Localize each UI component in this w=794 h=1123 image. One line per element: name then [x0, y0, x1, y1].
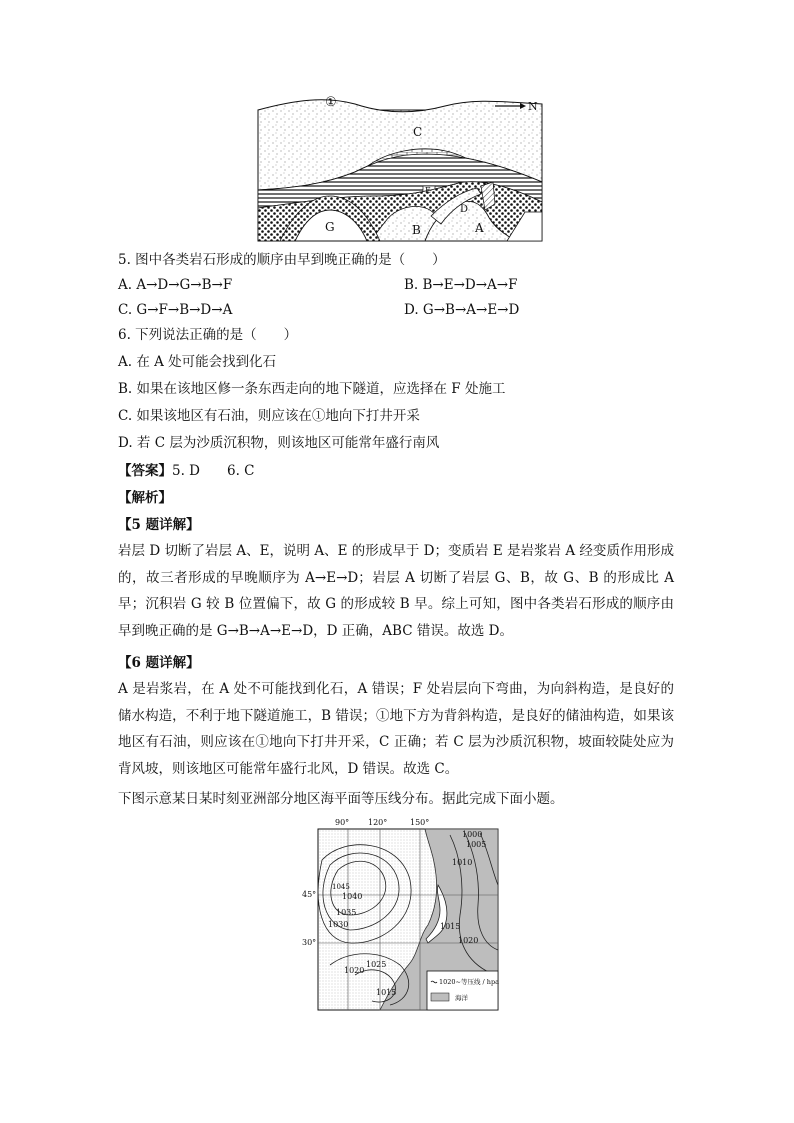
lat-label-45: 45°: [302, 890, 317, 899]
isobar-label: 1005: [466, 840, 487, 849]
label-b: B: [412, 223, 421, 237]
detail-5-text: 岩层 D 切断了岩层 A、E，说明 A、E 的形成早于 D；变质岩 E 是岩浆岩 A 经变质作用形成的，故三者形成的早晚顺序为 A→E→D；岩层 A 切断了岩层 G、B，故 G、B 的形成比 A 早；沉积岩 G 较 B 位置偏下，故 G 的形成较 B 早。综上可知，图中各类岩石形成的顺序由早到晚正确的是 G→B→A→E→D，D 正确，ABC 错误。故选 D。: [118, 543, 674, 639]
label-g: G: [325, 220, 335, 234]
label-d: D: [460, 204, 469, 215]
question-6-option-a: A. 在 A 处可能会找到化石: [118, 354, 277, 370]
answer-line: [118, 462, 255, 480]
isobar-label: 1020: [344, 966, 365, 975]
lat-label-30: 30°: [302, 938, 317, 947]
isobar-label: 1000: [462, 830, 483, 839]
question-6-option-c: C. 如果该地区有石油，则应该在①地向下打井开采: [118, 408, 420, 424]
legend-ocean: 海洋: [455, 994, 468, 1002]
question-5-stem: 5. 图中各类岩石形成的顺序由早到晚正确的是（ ）: [118, 252, 446, 268]
isobar-label: 1035: [336, 908, 357, 917]
isobar-label: 1010: [452, 858, 473, 867]
question-5-option-a: A. A→D→G→B→F: [118, 277, 233, 293]
label-e: E: [425, 186, 431, 195]
figure-2-intro: 下图示意某日某时刻亚洲部分地区海平面等压线分布。据此完成下面小题。: [118, 791, 564, 807]
label-c: C: [413, 125, 423, 139]
label-1: ①: [325, 95, 337, 110]
isobar-label: 1030: [328, 920, 349, 929]
isobar-label: 1045: [332, 883, 350, 891]
isobar-label: 1015: [440, 922, 461, 931]
analysis-label: 【解析】: [118, 490, 172, 506]
isobar-label: 1015: [376, 988, 397, 997]
label-north: N: [528, 100, 538, 113]
isobar-label: 1020: [458, 936, 479, 945]
question-6-option-b: B. 如果在该地区修一条东西走向的地下隧道，应选择在 F 处施工: [118, 381, 506, 397]
detail-6-label: 【6 题详解】: [118, 655, 200, 671]
lon-label-150: 150°: [410, 818, 430, 827]
question-6-option-d: D. 若 C 层为沙质沉积物，则该地区可能常年盛行南风: [118, 435, 440, 451]
isobar-map-figure: [302, 815, 502, 1012]
detail-6-text: A 是岩浆岩，在 A 处不可能找到化石，A 错误；F 处岩层向下弯曲，为向斜构造，是良好的储水构造，不利于地下隧道施工，B 错误；①地下方为背斜构造，是良好的储油构造，如果该地区有石油，则应该在①地向下打井开采，C 正确；若 C 层为沙质沉积物，坡面较陡处应为背风坡，则该地区可能常年盛行北风，D 错误。故选 C。: [118, 681, 674, 777]
isobar-label: 1040: [342, 892, 363, 901]
isobar-label: 1025: [366, 960, 387, 969]
question-5-option-b: B. B→E→D→A→F: [404, 277, 518, 293]
detail-5-label: 【5 题详解】: [118, 517, 200, 533]
label-a: A: [475, 221, 484, 235]
geologic-cross-section-figure: [255, 92, 545, 244]
lon-label-120: 120°: [368, 818, 388, 827]
answer-value: 5. D 6. C: [172, 463, 255, 479]
legend-isobar: 1020~等压线 / hpa: [439, 978, 500, 986]
question-5-option-c: C. G→F→B→D→A: [118, 302, 233, 318]
question-6-stem: 6. 下列说法正确的是（ ）: [118, 327, 298, 343]
answer-label: 【答案】: [118, 463, 172, 479]
question-5-option-d: D. G→B→A→E→D: [404, 302, 520, 318]
lon-label-90: 90°: [335, 818, 350, 827]
